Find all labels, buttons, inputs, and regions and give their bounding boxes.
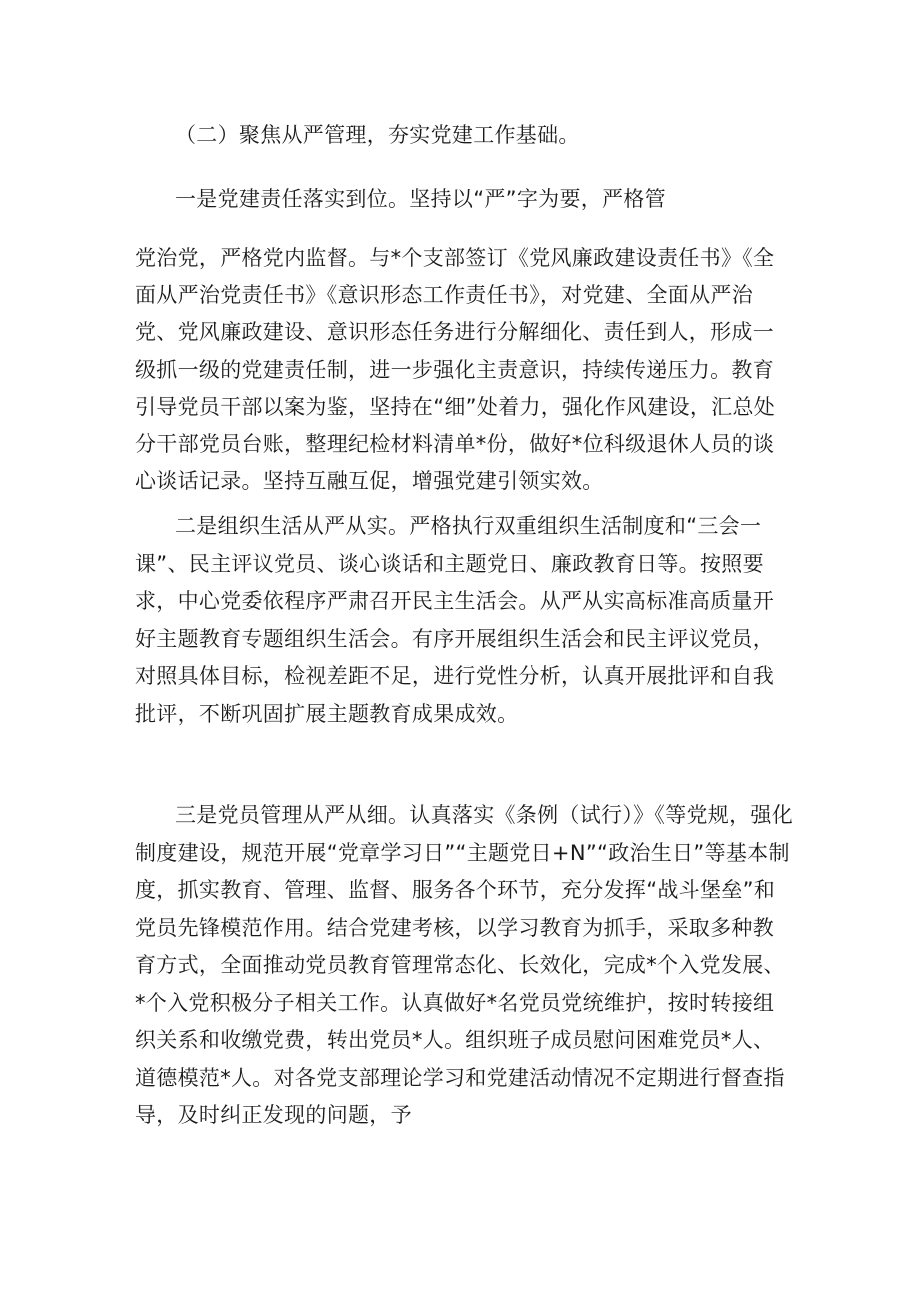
paragraph-3: 三是党员管理从严从细。认真落实《条例（试行）》《等党规，强化制度建设，规范开展“党章学习日”“主题党日+N”“政治生日”等基本制度，抓实教育、管理、监督、服务各个环节，充分发挥“战斗堡垒”和党员先锋模范作用。结合党建考核，以学习教育为抓手，采取多种教育方式，全面推动党员教育管理常态化、长效化，完成*个入党发展、*个入党积极分子相关工作。认真做好*名党员党统维护，按时转接组织关系和收缴党费，转出党员*人。组织班子成员慰问困难党员*人、道德模范*人。对各党支部理论学习和党建活动情况不定期进行督查指导，及时纠正发现的问题，予 [135,803,793,1127]
paragraph-2: 二是组织生活从严从实。严格执行双重组织生活制度和“三会一课”、民主评议党员、谈心谈话和主题党日、廉政教育日等。按照要求，中心党委依程序严肃召开民主生活会。从严从实高标准高质量开好主题教育专题组织生活会。有序开展组织生活会和民主评议党员，对照具体目标，检视差距不足，进行党性分析，认真开展批评和自我批评，不断巩固扩展主题教育成果成效。 [135,514,774,726]
section-heading: （二）聚焦从严管理，夯实党建工作基础。 [175,123,580,147]
paragraph-1-first-line: 一是党建责任落实到位。坚持以“严”字为要，严格管 [175,187,666,211]
paragraph-1-body: 党治党，严格党内监督。与*个支部签订《党风廉政建设责任书》《全面从严治党责任书》《意识形态工作责任书》，对党建、全面从严治党、党风廉政建设、意识形态任务进行分解细化、责任到人，形成一级抓一级的党建责任制，进一步强化主责意识，持续传递压力。教育引导党员干部以案为鉴，坚持在“细”处着力，强化作风建设，汇总处分干部党员台账，整理纪检材料清单*份，做好*位科级退休人员的谈心谈话记录。坚持互融互促，增强党建引领实效。 [135,246,776,494]
